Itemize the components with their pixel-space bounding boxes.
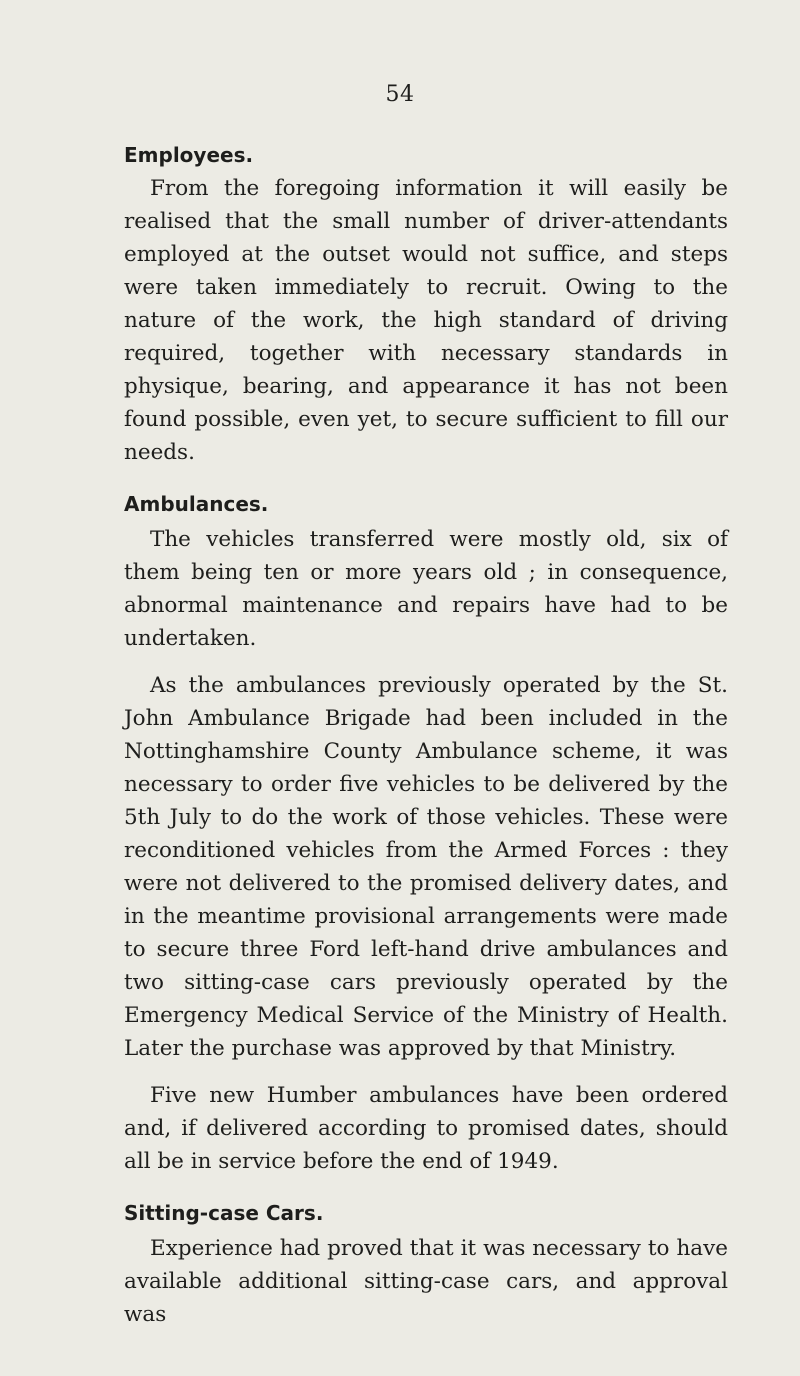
page-content [124,140,728,1351]
paragraph-employees-1: From the foregoing information it will easily be realised that the small number of driver-attendants employed at the outset would not suffice, and steps were taken immediately to recruit. Owing to the nature of the work, the high standard of driving required, together with necessary standards in physique, bearing, and appearance it has not been found possible, even yet, to secure sufficient to fill our needs. [124,176,728,465]
page-number: 54 [385,82,415,107]
paragraph-ambulances-2: As the ambulances previously operated by the St. John Ambulance Brigade had been included in the Nottinghamshire County Ambulance scheme, it was necessary to order five vehicles to be delivered by the 5th July to do the work of those vehicles. These were reconditioned vehicles from the Armed Forces : they were not delivered to the promised delivery dates, and in the meantime provisional arrangements were made to secure three Ford left-hand drive ambulances and two sitting-case cars previously operated by the Emergency Medical Service of the Ministry of Health. Later the purchase was approved by that Ministry. [124,673,728,1061]
section-heading-employees: Employees. [124,143,254,167]
section-employees [124,140,728,469]
section-heading-sitting-case-cars: Sitting-case Cars. [124,1201,324,1225]
paragraph-ambulances-3: Five new Humber ambulances have been ordered and, if delivered according to promised dates, should all be in service before the end of 1949. [124,1083,728,1174]
section-ambulances [124,489,728,1178]
paragraph-sitting-case-cars-1: Experience had proved that it was necessary to have available additional sitting-case cars, and approval was [124,1236,728,1327]
paragraph-ambulances-1: The vehicles transferred were mostly old, six of them being ten or more years old ; in consequence, abnormal maintenance and repairs have had to be undertaken. [124,527,728,651]
section-heading-ambulances: Ambulances. [124,492,269,516]
section-sitting-case-cars [124,1198,728,1331]
